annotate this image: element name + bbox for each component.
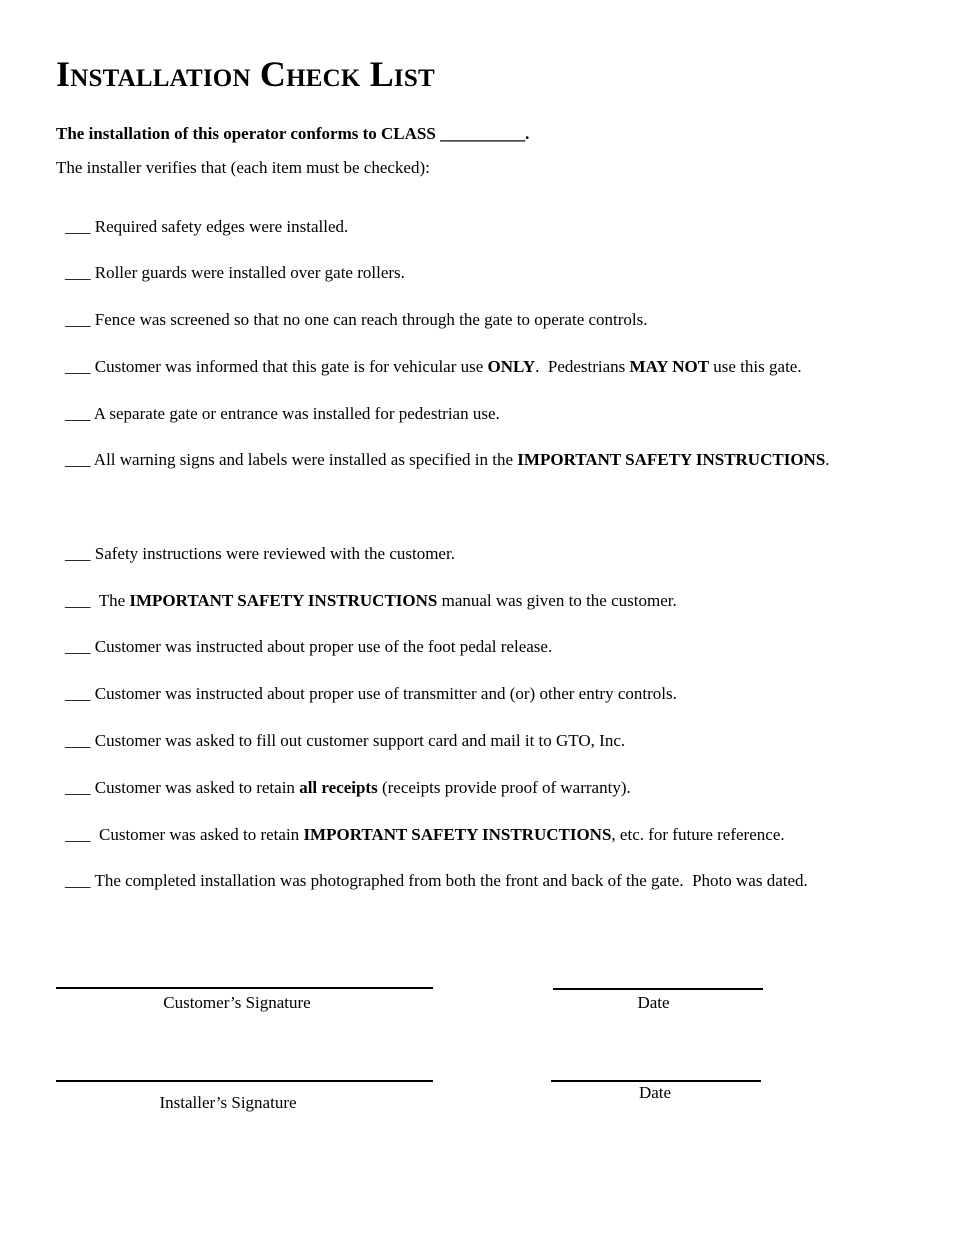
checklist-item-text: All warning signs and labels were installed as specified in the xyxy=(90,450,518,469)
checklist-item xyxy=(65,449,830,471)
checkbox-blank[interactable]: ___ xyxy=(65,263,91,282)
checklist-item xyxy=(65,356,802,378)
checklist-item xyxy=(65,216,348,238)
checkbox-blank[interactable]: ___ xyxy=(65,544,91,563)
checklist-item-text: (receipts provide proof of warranty). xyxy=(377,778,631,797)
installer-signature-line xyxy=(56,1080,433,1082)
customer-date-label: Date xyxy=(637,993,670,1012)
customer-date-line xyxy=(553,988,763,990)
customer-signature-label: Customer’s Signature xyxy=(163,993,311,1012)
checklist-item xyxy=(65,683,677,705)
checklist-item-text: . xyxy=(825,450,830,469)
intro-text: The installer verifies that (each item must be checked): xyxy=(56,158,430,177)
checklist-item-text: Safety instructions were reviewed with the customer. xyxy=(90,544,455,563)
checklist-item-text: manual was given to the customer. xyxy=(437,591,677,610)
checklist-item-emphasis: IMPORTANT SAFETY INSTRUCTIONS xyxy=(303,825,612,844)
checkbox-blank[interactable]: ___ xyxy=(65,825,91,844)
checklist-item-text: A separate gate or entrance was installed for pedestrian use. xyxy=(90,404,500,423)
checkbox-blank[interactable]: ___ xyxy=(65,591,91,610)
checklist-item-text: , etc. for future reference. xyxy=(611,825,785,844)
checklist-item xyxy=(65,870,808,892)
checkbox-blank[interactable]: ___ xyxy=(65,357,91,376)
checklist-item-text: . Pedestrians xyxy=(535,357,630,376)
checkbox-blank[interactable]: ___ xyxy=(65,778,91,797)
page-title: Installation Check List xyxy=(56,54,435,94)
checkbox-blank[interactable]: ___ xyxy=(65,310,91,329)
customer-signature-line xyxy=(56,987,433,989)
checkbox-blank[interactable]: ___ xyxy=(65,450,91,469)
conformance-statement: The installation of this operator conforms to CLASS __________. xyxy=(56,124,530,143)
checklist-item-text: use this gate. xyxy=(709,357,802,376)
checklist-item-text: Customer was asked to retain xyxy=(90,825,304,844)
checkbox-blank[interactable]: ___ xyxy=(65,404,91,423)
checklist-item xyxy=(65,403,500,425)
installer-date-label: Date xyxy=(638,1083,672,1102)
checkbox-blank[interactable]: ___ xyxy=(65,684,91,703)
checklist-item-emphasis: ONLY xyxy=(487,357,536,376)
checkbox-blank[interactable]: ___ xyxy=(65,731,91,750)
checklist-item-emphasis: all receipts xyxy=(299,778,378,797)
checklist-item xyxy=(65,824,785,846)
checklist-item xyxy=(65,730,625,752)
checkbox-blank[interactable]: ___ xyxy=(65,217,91,236)
checklist-item xyxy=(65,590,677,612)
checklist-item-text: Customer was instructed about proper use of the foot pedal release. xyxy=(90,637,553,656)
checklist-item-text: Roller guards were installed over gate rollers. xyxy=(90,263,405,282)
checklist-item xyxy=(65,636,552,658)
checklist-item-text: Customer was asked to fill out customer support card and mail it to GTO, Inc. xyxy=(90,731,626,750)
checklist-item-text: The xyxy=(90,591,130,610)
checklist-item-emphasis: IMPORTANT SAFETY INSTRUCTIONS xyxy=(129,591,438,610)
checklist-item xyxy=(65,543,455,565)
checkbox-blank[interactable]: ___ xyxy=(65,871,91,890)
checklist-item xyxy=(65,777,631,799)
checklist-item-text: Customer was informed that this gate is for vehicular use xyxy=(90,357,488,376)
checklist-item-text: Customer was instructed about proper use of transmitter and (or) other entry controls. xyxy=(90,684,677,703)
checkbox-blank[interactable]: ___ xyxy=(65,637,91,656)
checklist-item-text: The completed installation was photographed from both the front and back of the gate. Photo was dated. xyxy=(90,871,808,890)
checklist-item-text: Customer was asked to retain xyxy=(90,778,300,797)
checklist-item-emphasis: IMPORTANT SAFETY INSTRUCTIONS xyxy=(517,450,826,469)
checklist-item-text: Fence was screened so that no one can reach through the gate to operate controls. xyxy=(90,310,648,329)
checklist-item-emphasis: MAY NOT xyxy=(629,357,710,376)
checklist-item xyxy=(65,309,648,331)
installer-signature-label: Installer’s Signature xyxy=(159,1093,297,1112)
checklist-item-text: Required safety edges were installed. xyxy=(90,217,349,236)
checklist-item xyxy=(65,262,405,284)
